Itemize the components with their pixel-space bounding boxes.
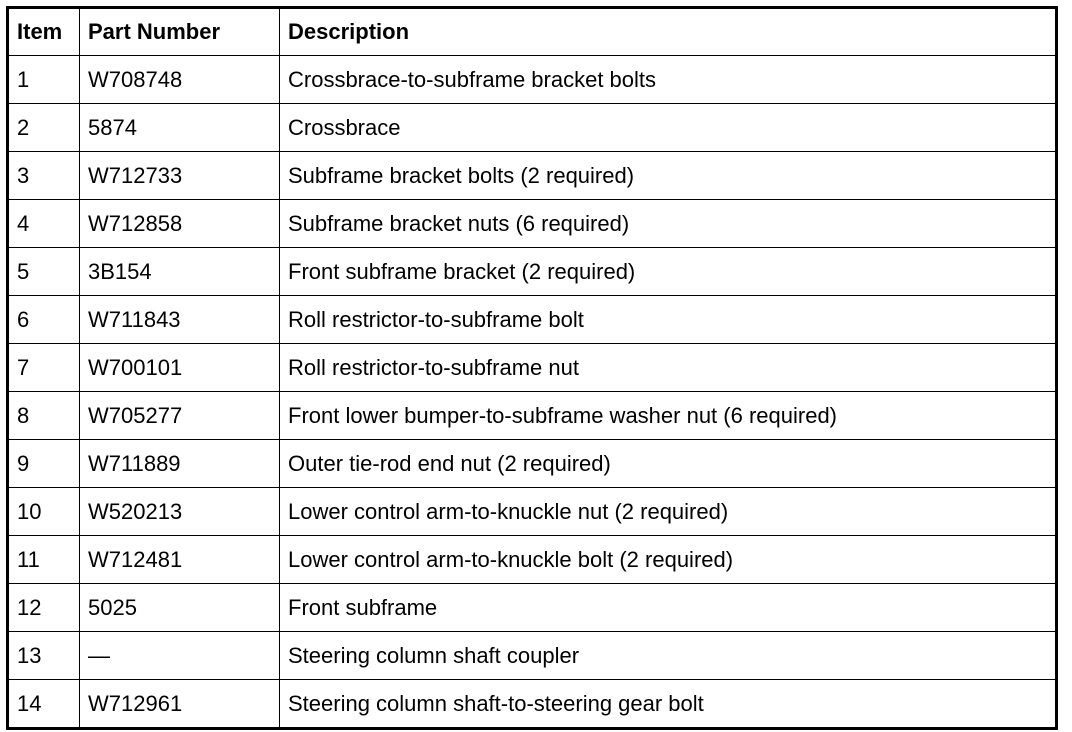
cell-part-number: W712961 — [80, 680, 280, 729]
cell-part-number: 3B154 — [80, 248, 280, 296]
cell-part-number: 5874 — [80, 104, 280, 152]
table-row — [8, 296, 1057, 344]
table-row — [8, 200, 1057, 248]
cell-item: 7 — [8, 344, 80, 392]
cell-part-number: W712858 — [80, 200, 280, 248]
header-item: Item — [8, 8, 80, 56]
cell-description: Front lower bumper-to-subframe washer nut (6 required) — [280, 392, 1057, 440]
table-row — [8, 392, 1057, 440]
cell-description: Crossbrace — [280, 104, 1057, 152]
header-description: Description — [280, 8, 1057, 56]
cell-item: 11 — [8, 536, 80, 584]
cell-description: Lower control arm-to-knuckle bolt (2 required) — [280, 536, 1057, 584]
cell-part-number: W705277 — [80, 392, 280, 440]
cell-description: Front subframe bracket (2 required) — [280, 248, 1057, 296]
cell-part-number: W520213 — [80, 488, 280, 536]
table-header — [8, 8, 1057, 56]
cell-description: Roll restrictor-to-subframe bolt — [280, 296, 1057, 344]
cell-part-number: W711889 — [80, 440, 280, 488]
parts-table — [6, 6, 1058, 730]
table-body — [8, 56, 1057, 729]
cell-part-number: W712481 — [80, 536, 280, 584]
cell-part-number: W700101 — [80, 344, 280, 392]
table-row — [8, 104, 1057, 152]
cell-item: 3 — [8, 152, 80, 200]
table-row — [8, 440, 1057, 488]
header-row — [8, 8, 1057, 56]
table-row — [8, 680, 1057, 729]
table-row — [8, 584, 1057, 632]
cell-item: 13 — [8, 632, 80, 680]
cell-description: Front subframe — [280, 584, 1057, 632]
table-row — [8, 56, 1057, 104]
cell-item: 9 — [8, 440, 80, 488]
cell-item: 4 — [8, 200, 80, 248]
cell-description: Roll restrictor-to-subframe nut — [280, 344, 1057, 392]
cell-item: 6 — [8, 296, 80, 344]
cell-part-number: W712733 — [80, 152, 280, 200]
table-row — [8, 152, 1057, 200]
cell-part-number: W708748 — [80, 56, 280, 104]
cell-item: 10 — [8, 488, 80, 536]
table-row — [8, 488, 1057, 536]
cell-item: 8 — [8, 392, 80, 440]
cell-part-number: 5025 — [80, 584, 280, 632]
table-row — [8, 632, 1057, 680]
table-row — [8, 248, 1057, 296]
cell-part-number: W711843 — [80, 296, 280, 344]
cell-part-number: — — [80, 632, 280, 680]
cell-item: 12 — [8, 584, 80, 632]
table-row — [8, 536, 1057, 584]
cell-item: 2 — [8, 104, 80, 152]
header-part-number: Part Number — [80, 8, 280, 56]
cell-description: Steering column shaft coupler — [280, 632, 1057, 680]
cell-description: Crossbrace-to-subframe bracket bolts — [280, 56, 1057, 104]
cell-item: 14 — [8, 680, 80, 729]
cell-description: Subframe bracket nuts (6 required) — [280, 200, 1057, 248]
cell-description: Lower control arm-to-knuckle nut (2 required) — [280, 488, 1057, 536]
cell-description: Subframe bracket bolts (2 required) — [280, 152, 1057, 200]
cell-item: 1 — [8, 56, 80, 104]
cell-item: 5 — [8, 248, 80, 296]
table-row — [8, 344, 1057, 392]
cell-description: Steering column shaft-to-steering gear bolt — [280, 680, 1057, 729]
cell-description: Outer tie-rod end nut (2 required) — [280, 440, 1057, 488]
